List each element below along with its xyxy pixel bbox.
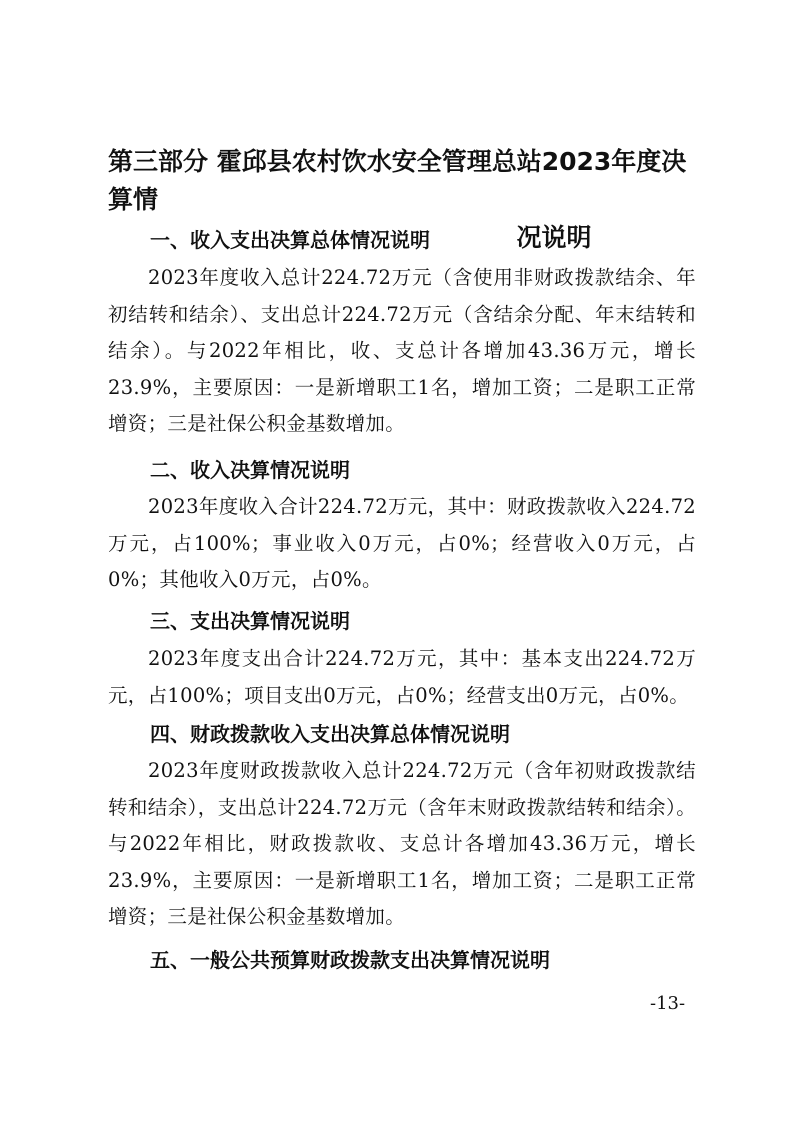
section-paragraph-2: 2023年度收入合计224.72万元，其中：财政拨款收入224.72万元，占100%；事业收入0万元，占0%；经营收入0万元，占0%；其他收入0万元，占0%。 <box>108 495 696 591</box>
page-number: -13- <box>650 993 686 1014</box>
section-heading-5: 五、一般公共预算财政拨款支出决算情况说明 <box>150 948 550 972</box>
section-paragraph-4: 2023年度财政拨款收入总计224.72万元（含年初财政拨款结转和结余），支出总计224.72万元（含年末财政拨款结转和结余）。与2022年相比，财政拨款收、支总计各增加43.36万元，增长23.9%，主要原因：一是新增职工1名，增加工资；二是职工正常增资；三是社保公积金基数增加。 <box>108 759 696 928</box>
section-paragraph-3: 2023年度支出合计224.72万元，其中：基本支出224.72万元，占100%；项目支出0万元，占0%；经营支出0万元，占0%。 <box>108 647 696 707</box>
section-heading-3: 三、支出决算情况说明 <box>150 609 350 633</box>
section-paragraph-1: 2023年度收入总计224.72万元（含使用非财政拨款结余、年初结转和结余）、支出总计224.72万元（含结余分配、年末结转和结余）。与2022年相比，收、支总计各增加43.36万元，增长23.9%，主要原因：一是新增职工1名，增加工资；二是职工正常增资；三是社保公积金基数增加。 <box>108 266 696 435</box>
title-line-1: 第三部分 霍邱县农村饮水安全管理总站2023年度决算情 <box>108 147 687 214</box>
title-line-2: 况说明 <box>516 223 592 252</box>
section-heading-1: 一、收入支出决算总体情况说明 <box>150 228 430 252</box>
section-heading-2: 二、收入决算情况说明 <box>150 458 350 482</box>
section-heading-4: 四、财政拨款收入支出决算总体情况说明 <box>150 722 510 746</box>
